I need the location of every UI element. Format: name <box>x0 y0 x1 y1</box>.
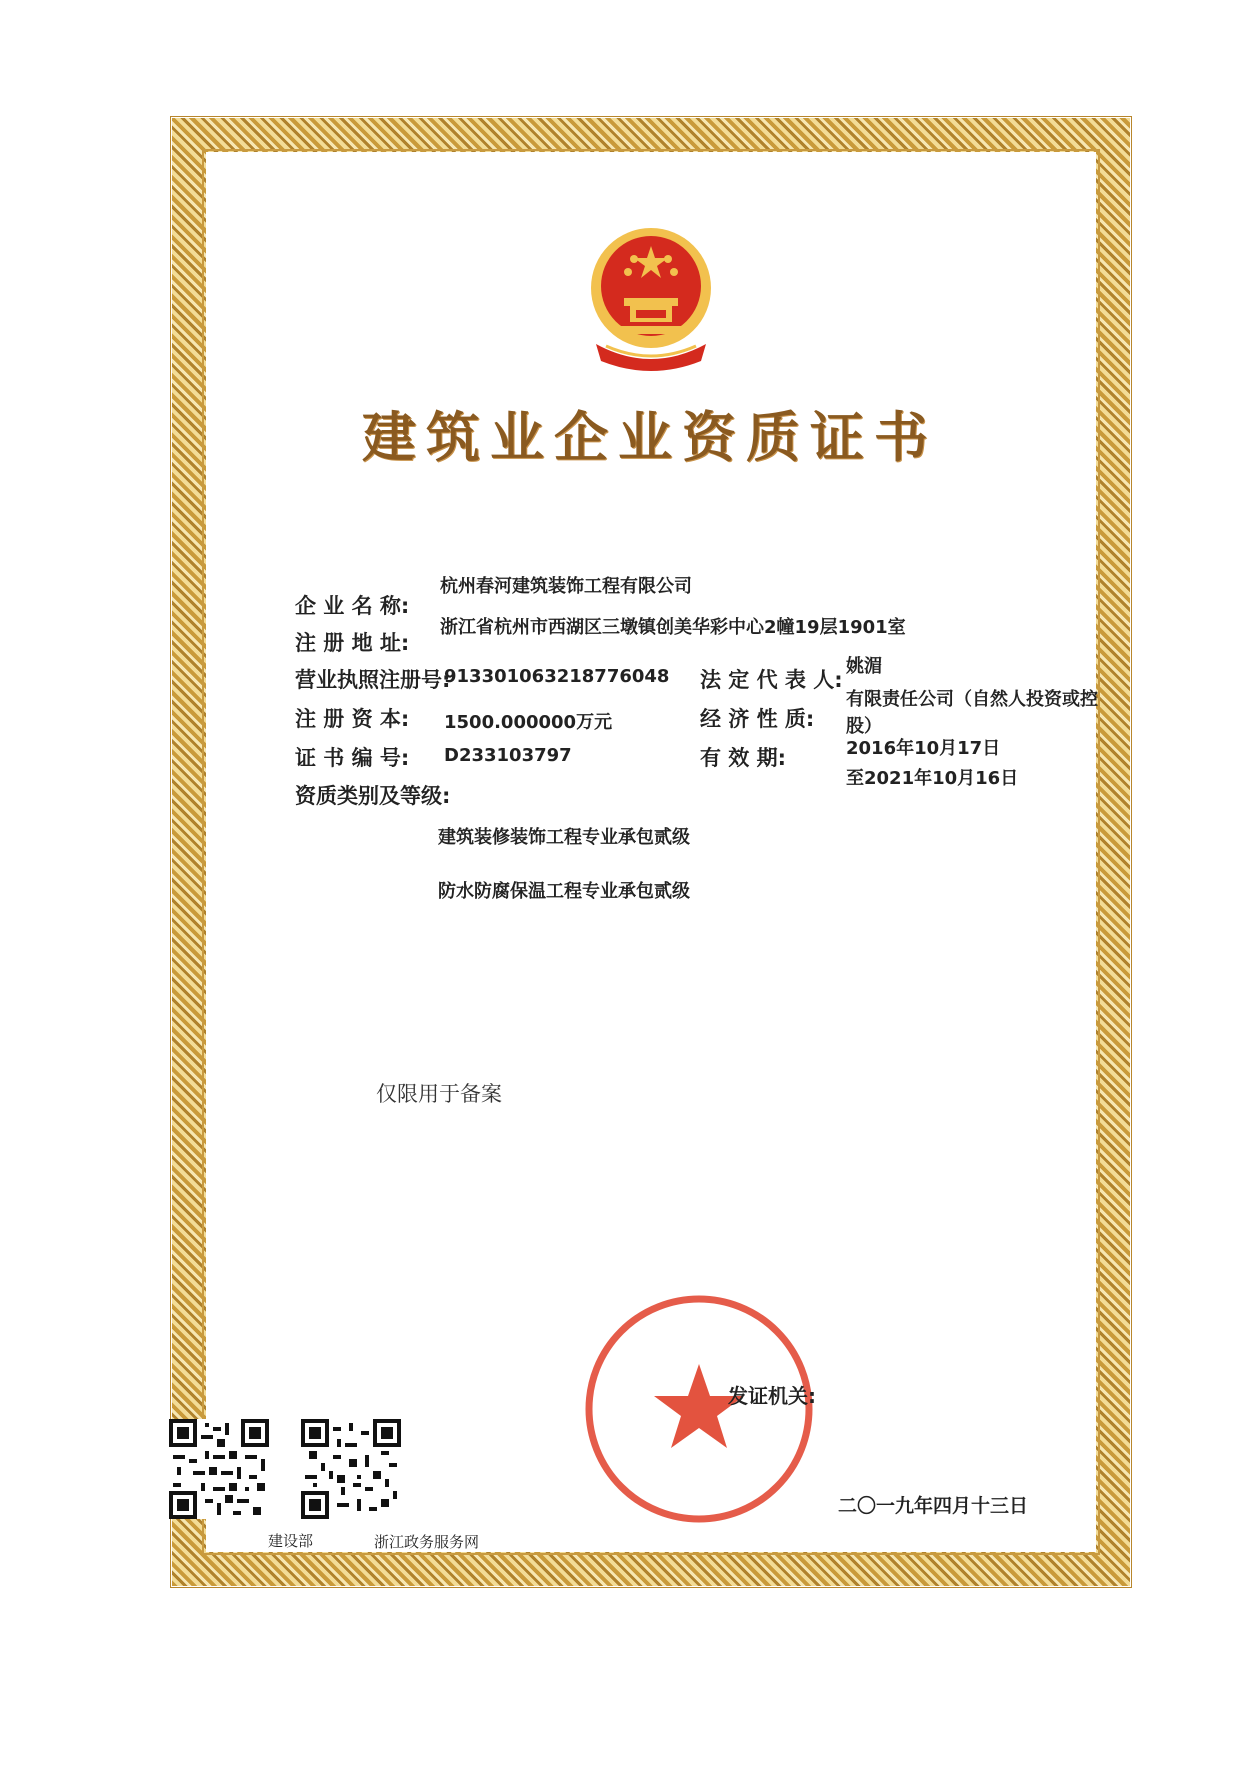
company-name-value: 杭州春河建筑装饰工程有限公司 <box>440 576 692 597</box>
validity-from-value: 2016年10月17日 <box>846 738 1001 759</box>
company-name-label: 企 业 名 称: <box>295 594 410 618</box>
validity-label: 有 效 期: <box>700 746 787 770</box>
capital-label: 注 册 资 本: <box>295 707 410 731</box>
qr-code-icon[interactable] <box>301 1419 401 1519</box>
address-label: 注 册 地 址: <box>295 631 410 655</box>
national-emblem-icon <box>586 226 716 376</box>
official-seal-icon <box>582 1292 817 1527</box>
cert-no-label: 证 书 编 号: <box>295 746 410 770</box>
qualification-label: 资质类别及等级: <box>295 784 451 808</box>
usage-watermark: 仅限用于备案 <box>376 1082 502 1106</box>
cert-no-value: D233103797 <box>444 745 572 766</box>
certificate-title: 建筑业企业资质证书 <box>362 405 938 469</box>
nature-label: 经 济 性 质: <box>700 707 815 731</box>
nature-value: 有限责任公司（自然人投资或控股） <box>846 689 1098 737</box>
license-value: 913301063218776048 <box>444 666 670 687</box>
qr-caption: 建设部 <box>268 1532 314 1550</box>
capital-value: 1500.000000万元 <box>444 712 613 733</box>
qualification-item: 建筑装修装饰工程专业承包贰级 <box>438 827 690 848</box>
issue-date: 二〇一九年四月十三日 <box>838 1495 1029 1517</box>
validity-to-value: 至2021年10月16日 <box>846 768 1019 789</box>
issuer-label: 发证机关: <box>728 1384 816 1408</box>
qualification-item: 防水防腐保温工程专业承包贰级 <box>438 881 690 902</box>
legal-rep-label: 法 定 代 表 人: <box>700 668 843 692</box>
license-label: 营业执照注册号: <box>295 668 451 692</box>
legal-rep-value: 姚湄 <box>846 656 882 677</box>
qr-code-icon[interactable] <box>169 1419 269 1519</box>
address-value: 浙江省杭州市西湖区三墩镇创美华彩中心2幢19层1901室 <box>440 617 906 638</box>
qr-caption: 浙江政务服务网 <box>374 1533 480 1551</box>
